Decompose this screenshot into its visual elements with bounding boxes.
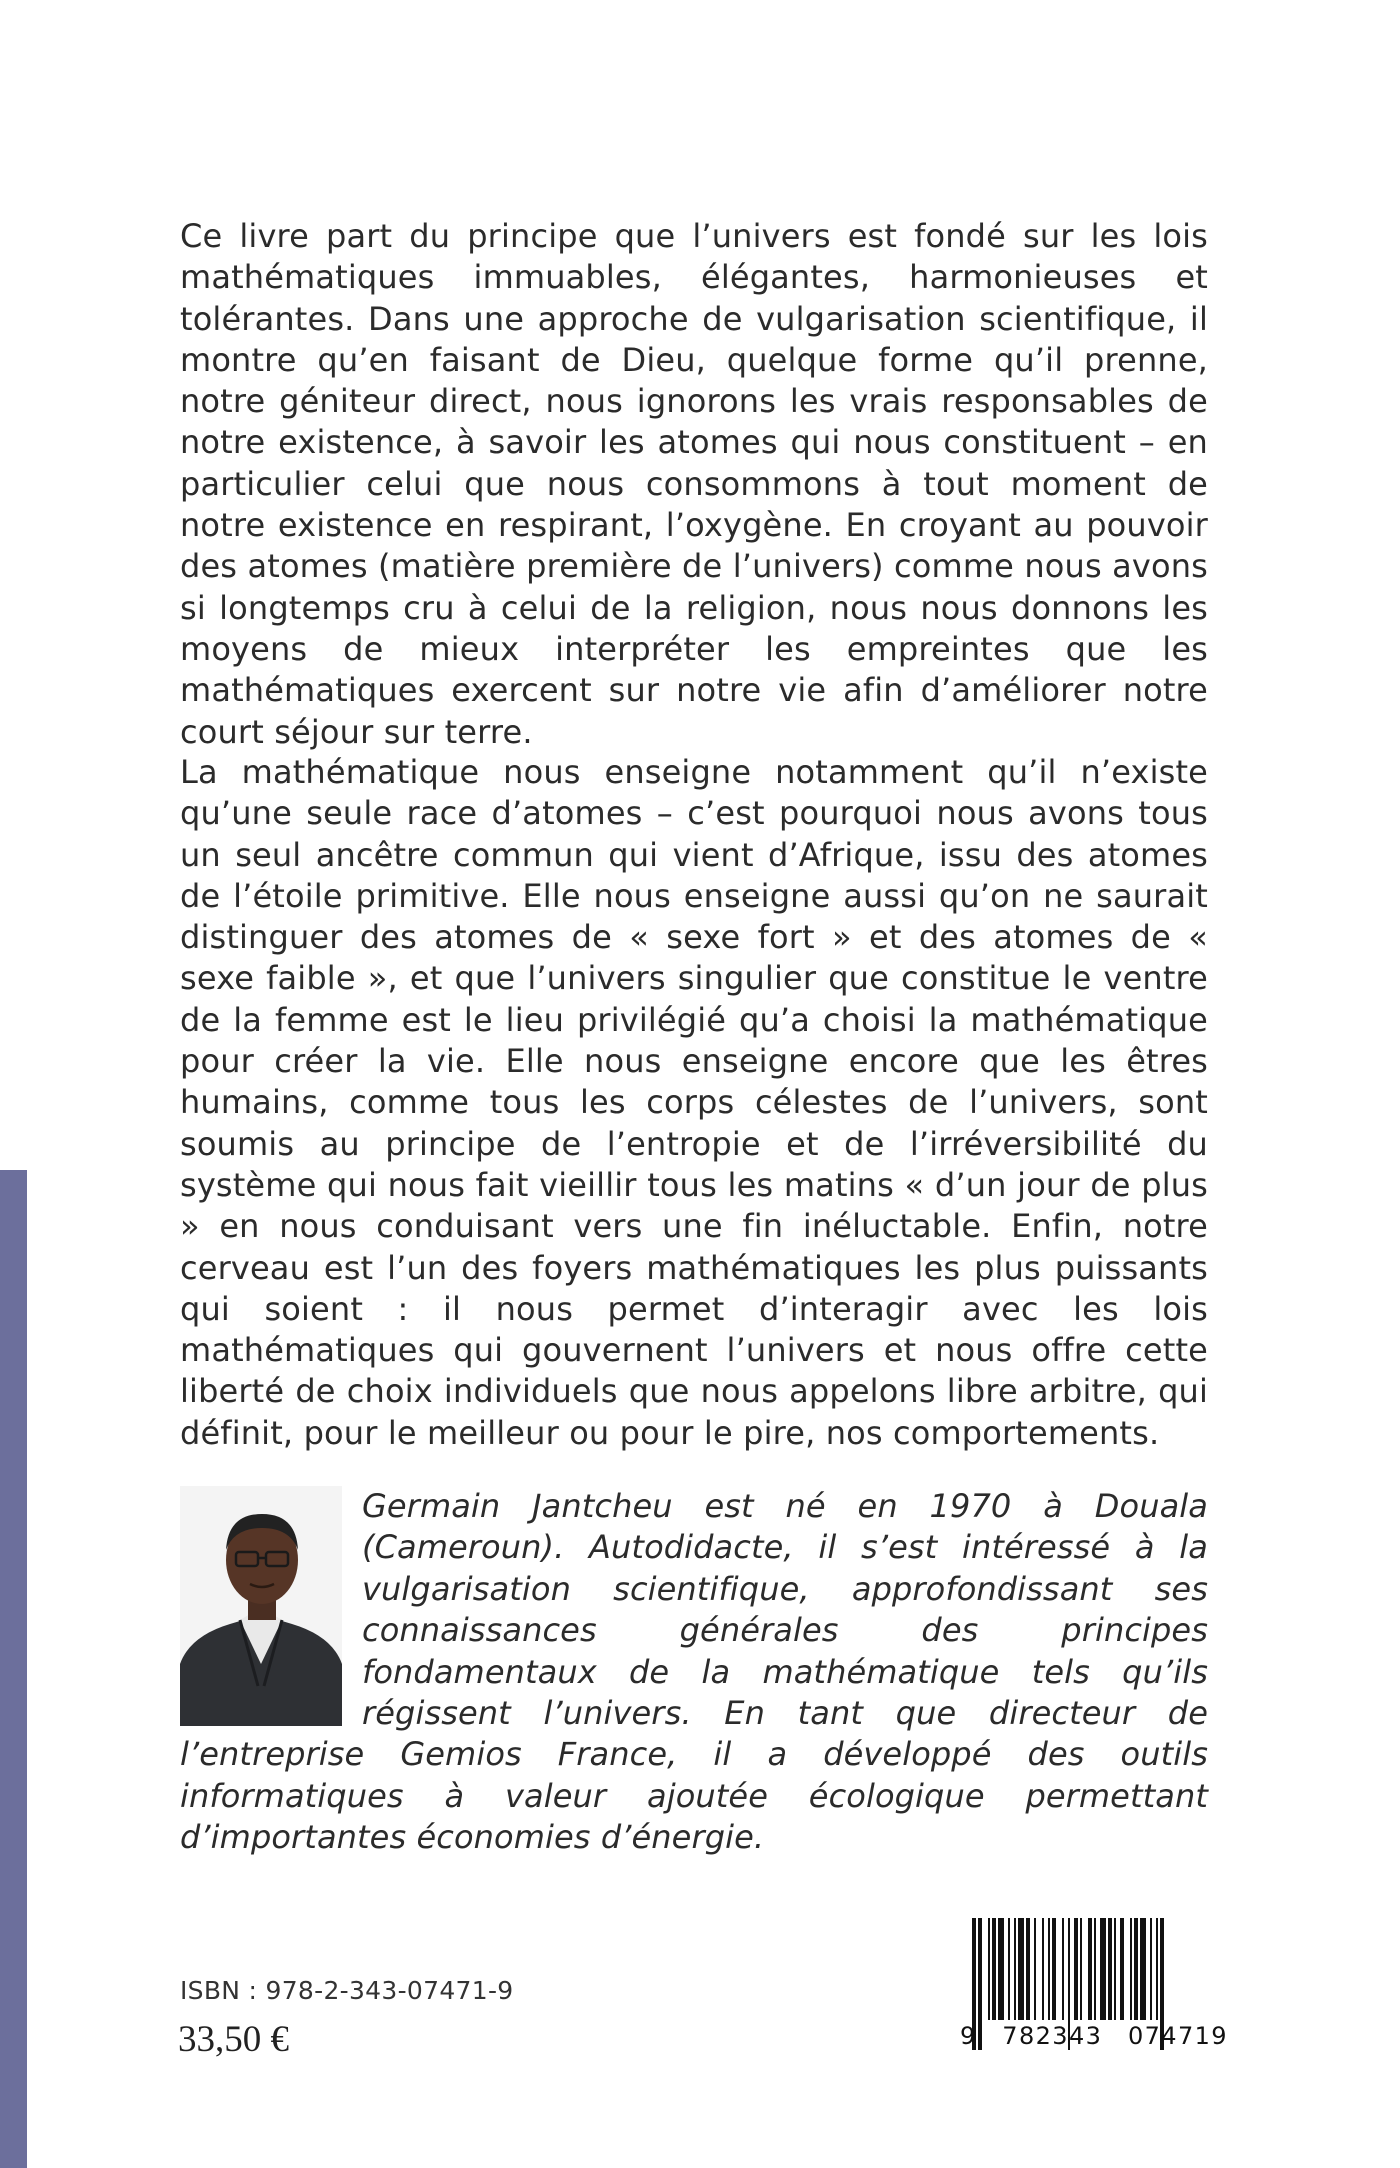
author-bio (180, 1486, 1208, 1859)
blurb-paragraph-2: La mathématique nous enseigne notamment qu’il n’existe qu’une seule race d’atomes – c’est pourquoi nous avons tous un seul ancêtre commun qui vient d’Afrique, issu des atomes de l’étoile primitive. Elle nous enseigne aussi qu’on ne saurait distinguer des atomes de « sexe fort » et des atomes de « sexe faible », et que l’univers singulier que constitue le ventre de la femme est le lieu privilégié qu’a choisi la mathématique pour créer la vie. Elle nous enseigne encore que les êtres humains, comme tous les corps célestes de l’univers, sont soumis au principe de l’entropie et de l’irréversibilité du système qui nous fait vieillir tous les matins « d’un jour de plus » en nous conduisant vers une fin inéluctable. Enfin, notre cerveau est l’un des foyers mathématiques les plus puissants qui soient : il nous permet d’interagir avec les lois mathématiques qui gouvernent l’univers et nous offre cette liberté de choix individuels que nous appelons libre arbitre, qui définit, pour le meilleur ou pour le pire, nos comportements. (180, 753, 1208, 1452)
author-name: Germain Jantcheu (362, 1487, 673, 1525)
barcode-left-digits: 782343 (1002, 2022, 1103, 2050)
barcode-right-digits: 074719 (1127, 2022, 1228, 2050)
price: 33,50 € (178, 2019, 289, 2060)
isbn-number: ISBN : 978-2-343-07471-9 (180, 1976, 514, 2005)
author-photo (180, 1486, 342, 1726)
author-bio-text: est né en 1970 à Douala (Cameroun). Autodidacte, il s’est intéressé à la vulgarisation scientifique, approfondissant ses connaissances générales des principes fondamentaux de la mathématique tels qu’ils régissent l’univers. En tant que directeur de l’entreprise Gemios France, il a développé des outils informatiques à valeur ajoutée écologique permettant d’importantes économies d’énergie. (180, 1487, 1208, 1857)
blurb-paragraph-1: Ce livre part du principe que l’univers est fondé sur les lois mathématiques immuables, élégantes, harmonieuses et tolérantes. Dans une approche de vulgarisation scientifique, il montre qu’en faisant de Dieu, quelque forme qu’il prenne, notre géniteur direct, nous ignorons les vrais responsables de notre existence, à savoir les atomes qui nous constituent – en particulier celui que nous consommons à tout moment de notre existence en respirant, l’oxygène. En croyant au pouvoir des atomes (matière première de l’univers) comme nous avons si longtemps cru à celui de la religion, nous nous donnons les moyens de mieux interpréter les empreintes que les mathématiques exercent sur notre vie afin d’améliorer notre court séjour sur terre. (180, 217, 1208, 751)
barcode-digits (960, 2022, 1228, 2050)
barcode-lead-digit: 9 (960, 2022, 977, 2050)
spine-color-band (0, 1170, 27, 2168)
